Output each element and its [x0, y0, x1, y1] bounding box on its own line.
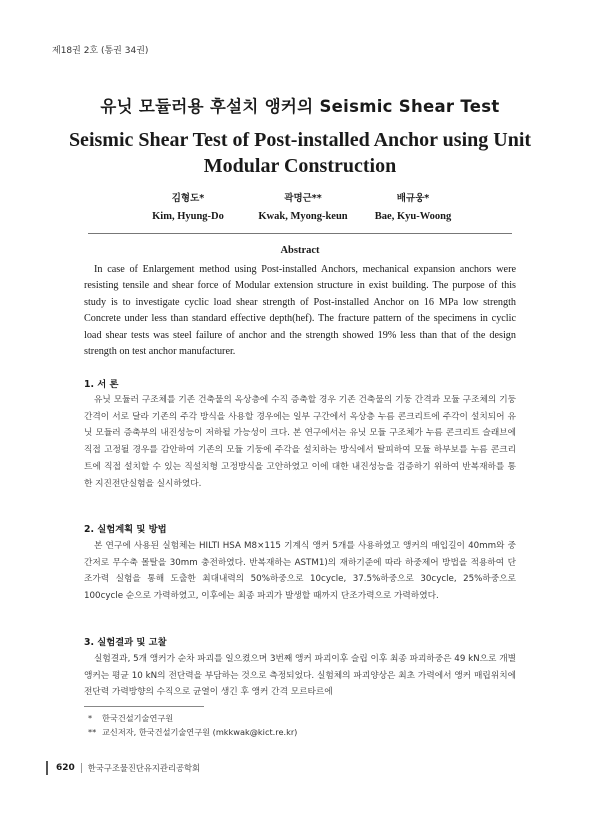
- section-heading-method: 2. 실험계획 및 방법: [84, 524, 167, 535]
- section-heading-introduction: 1. 서 론: [84, 379, 119, 390]
- footnote-affiliation: [88, 713, 173, 724]
- section-text-method: 본 연구에 사용된 실험체는 HILTI HSA M8×115 기계식 앵커 5개를 사용하였고 앵커의 매입길이 40mm와 중간저로 무수축 몰탈을 30mm 충전하였다. 반복재하는 ASTM1)의 재하기준에 따라 하중제어 방법을 적용하여 단조가력 실험을 통해 도출한 최대내력의 50%하중으로 10cycle, 37.5%하중으로 30cycle, 25%하중으로 100cycle 순으로 가력하였고, 이후에는 최종 파괴가 발생할 때까지 단조가력으로 가력하였다.: [84, 541, 516, 602]
- english-title: Seismic Shear Test of Post-installed Anchor using Unit Modular Construction: [68, 129, 532, 177]
- footer-bar: [46, 761, 48, 775]
- author-name-en: Kwak, Myong-keun: [258, 211, 348, 222]
- title-divider: [88, 233, 512, 234]
- footnote-mark: *: [88, 713, 93, 723]
- author-3: [343, 190, 483, 222]
- author-name-en: Kim, Hyung-Do: [152, 211, 224, 222]
- section-text-results: 실험결과, 5개 앵커가 순차 파괴를 일으켰으며 3번째 앵커 파괴이후 슬립 이후 최종 파괴하중은 49 kN으로 개별 앵커는 평균 10 kN의 전단력을 부담하는 것으로 측정되었다. 실험체의 파괴양상은 최초 가력에서 앵커 매립위치에 전단력 가력방향의 수직으로 균열이 생긴 후 앵커 간격 모르타르에: [84, 654, 516, 698]
- author-name-ko: 곽명근**: [284, 193, 322, 204]
- footnote-divider: [84, 706, 204, 707]
- section-heading-results: 3. 실험결과 및 고찰: [84, 637, 167, 648]
- footnote-corresponding-author: [88, 727, 297, 738]
- korean-title: 유닛 모듈러용 후설치 앵커의 Seismic Shear Test: [100, 97, 500, 116]
- journal-name: 한국구조물진단유지관리공학회: [87, 763, 201, 773]
- footnote-text: 한국건설기술연구원: [102, 713, 174, 723]
- abstract-heading: Abstract: [280, 245, 320, 256]
- author-name-ko: 김형도*: [171, 193, 205, 204]
- author-name-ko: 배규웅*: [396, 193, 430, 204]
- footnote-text: 교신저자, 한국건설기술연구원 (mkkwak@kict.re.kr): [102, 727, 298, 737]
- footer-separator: [81, 763, 82, 773]
- abstract-text: In case of Enlargement method using Post-installed Anchors, mechanical expansion anchors were resisting tensile and shear force of Modular extension structure in exist building. The purpose of this study is to investigate cyclic load shear strength of Post-installed Anchor on 16 MPa low strength Concrete under less than standard effective depth(hef). The fracture pattern of the specimens in cyclic load shear tests was steel failure of anchor and the strength showed 19% less than that of the design strength on test anchor manufacturer.: [84, 264, 516, 358]
- author-list: [0, 190, 600, 230]
- journal-volume-header: 제18권 2호 (통권 34권): [52, 46, 149, 56]
- footnote-mark: **: [88, 727, 97, 737]
- page-number: 620: [56, 763, 75, 773]
- author-name-en: Bae, Kyu-Woong: [374, 211, 452, 222]
- section-text-introduction: 유닛 모듈러 구조체를 기존 건축물의 옥상층에 수직 증축할 경우 기존 건축물의 기둥 간격과 모듈 구조체의 기둥 간격이 서로 달라 기존의 주각 방식을 사용할 경우에는 일부 구간에서 옥상층 누름 콘크리트에 주각이 설치되어 유닛 모듈러 증축부의 내진성능이 저하될 가능성이 크다. 본 연구에서는 유닛 모듈 구조체가 누름 콘크리트 슬래브에 직접 고정될 경우를 감안하여 기존의 모듈 기둥에 주각을 설치하는 방식에서 탈피하여 모듈 하부보를 누름 콘크리트에 직접 설치할 수 있는 직설치형 고정방식을 고안하였고 이에 대한 내진성능을 검증하기 위하여 반복재하를 통한 지진전단실험을 실시하였다.: [84, 395, 516, 489]
- page-footer: [46, 758, 200, 778]
